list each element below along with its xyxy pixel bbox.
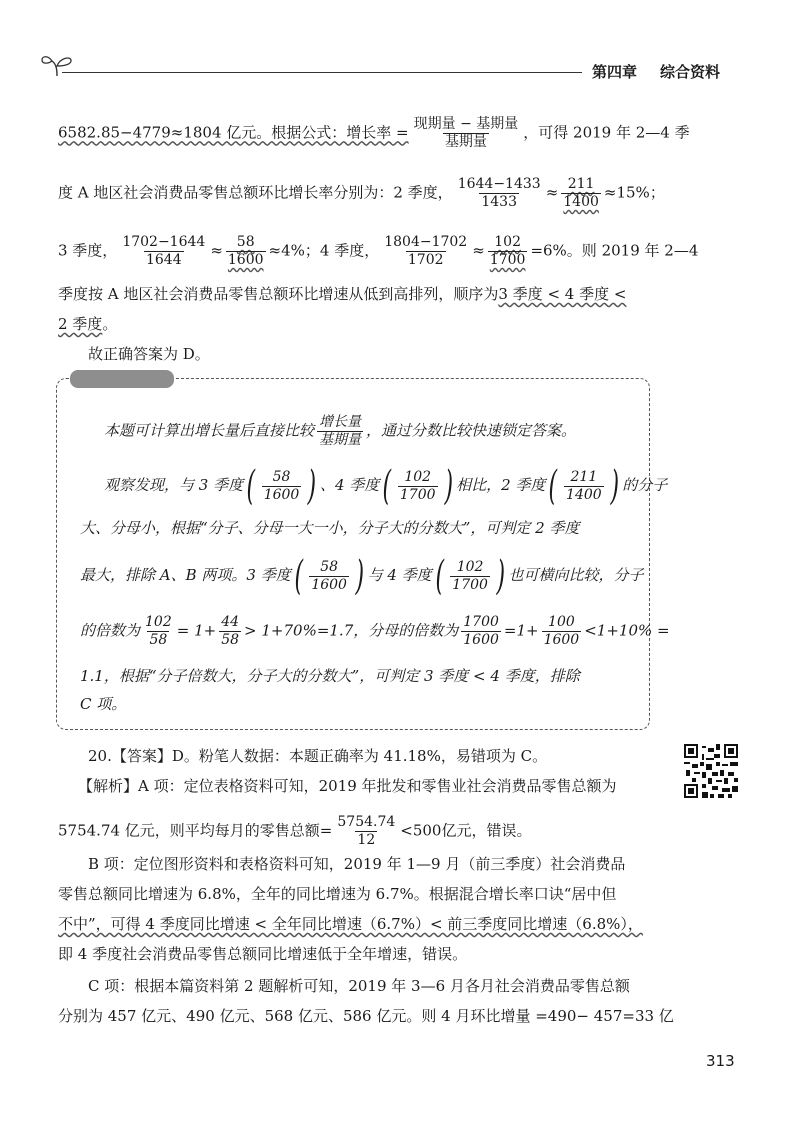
option-b-line-4: 即 4 季度社会消费品零售总额同比增速低于全年增速，错误。 (58, 945, 468, 963)
option-b-line-1: B 项：定位图形资料和表格资料可知，2019 年 1—9 月（前三季度）社会消费品 (88, 855, 626, 873)
order-line-2: 2 季度。 (58, 315, 118, 333)
q20-analysis-line: 【解析】A 项：定位表格资料可知，2019 年批发和零售业社会消费品零售总额为 (78, 777, 617, 795)
chapter-label: 第四章 (592, 63, 638, 81)
header-rule (62, 72, 582, 73)
option-b-line-3: 不中”，可得 4 季度同比增速 < 全年同比增速（6.7%）< 前三季度同比增速（6.8%）， (58, 915, 643, 933)
qr-code-icon[interactable] (682, 742, 740, 800)
section-label: 综合资料 (660, 63, 721, 81)
option-b-line-2: 零售总额同比增速为 6.8%，全年的同比增速为 6.7%。根据混合增长率口诀“居中但 (58, 885, 617, 903)
answer-line: 故正确答案为 D。 (88, 345, 210, 363)
formula-line-1: 6582.85−4779≈1804 亿元。根据公式：增长率 = $\frac{\text{现期量 − 基期量}}{\text{基期量}}$ ，可得 2019 年 2—4 季 (58, 116, 690, 150)
q20-answer-line: 20.【答案】D。粉笔人数据：本题正确率为 41.18%，易错项为 C。 (88, 747, 548, 765)
option-c-line-1: C 项：根据本篇资料第 2 题解析可知，2019 年 3—6 月各月社会消费品零售总额 (88, 977, 630, 995)
option-c-line-2: 分别为 457 亿元、490 亿元、568 亿元、586 亿元。则 4 月环比增量 =490− 457=33 亿 (58, 1007, 674, 1025)
tip-line-4: 最大，排除 A、B 两项。3 季度 ( $\frac{58}{1600}$ ) 与 4 季度 ( $\frac{102}{1700}$ ) 也可横向比较，分子 (80, 553, 644, 599)
tip-line-6: 1.1，根据“分子倍数大，分子大的分数大”，可判定 3 季度 < 4 季度，排除 (80, 667, 580, 685)
formula-line-2: 度 A 地区社会消费品零售总额环比增长率分别为：2 季度， $\frac{1644-1433}{1433}$ ≈ $\frac{211}{1400}$ ≈15%； (58, 176, 665, 210)
tip-line-5: 的倍数为 $\frac{102}{58}$ = 1+ $\frac{44}{58}$ > 1+70%=1.7，分母的倍数为 $\frac{1700}{1600}$ =1+ $\frac{100}{1600}$ <1+10% = (80, 614, 670, 648)
q20-calc-line: 5754.74 亿元，则平均每月的零售总额= $\frac{5754.74}{12}$ <500亿元，错误。 (58, 814, 532, 848)
tip-box-tag (70, 370, 174, 388)
page-number: 313 (706, 1052, 735, 1070)
tip-line-2: 观察发现，与 3 季度 ( $\frac{58}{1600}$ ) 、4 季度 ( $\frac{102}{1700}$ ) 相比，2 季度 ( $\frac{211}{1400}$ ) 的分子 (104, 463, 668, 509)
growth-rate-formula: $\frac{\text{现期量 − 基期量}}{\text{基期量}}$ (413, 116, 519, 150)
sprout-icon (40, 52, 74, 78)
order-line: 季度按 A 地区社会消费品零售总额环比增速从低到高排列，顺序为3 季度 < 4 季度 < (58, 285, 627, 303)
formula-line-3: 3 季度， $\frac{1702-1644}{1644}$ ≈ $\frac{58}{1600}$ ≈4%；4 季度， $\frac{1804-1702}{1702}$ ≈ $\frac{102}{1700}$ =6%。则 2019 年 2—4 (58, 234, 699, 268)
tip-line-3: 大、分母小，根据“分子、分母一大一小，分子大的分数大”，可判定 2 季度 (80, 519, 580, 537)
tip-line-1: 本题可计算出增长量后直接比较 $\frac{\text{增长量}}{\text{基期量}}$ ，通过分数比较快速锁定答案。 (104, 414, 577, 448)
tip-line-7: C 项。 (80, 695, 127, 713)
